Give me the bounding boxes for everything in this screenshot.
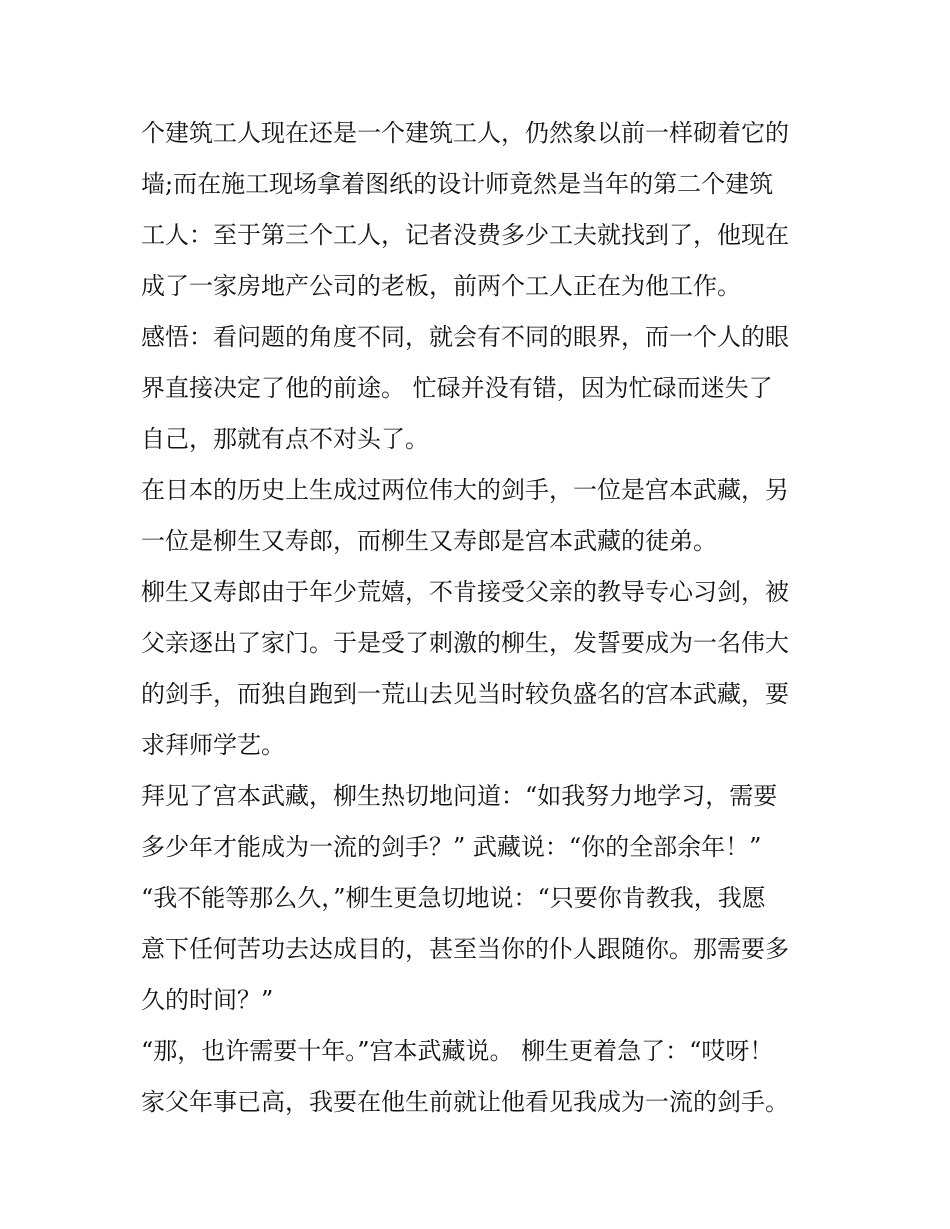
text-line: “我不能等那么久，”柳生更急切地说：“只要你肯教我，我愿 — [141, 884, 766, 912]
text-line: 在日本的历史上生成过两位伟大的剑手，一位是宫本武藏，另 — [141, 476, 789, 504]
document-page — [141, 108, 821, 1128]
text-line: 界直接决定了他的前途。 忙碌并没有错，因为忙碌而迷失了 — [141, 374, 773, 402]
text-line: “那，也许需要十年。”宫本武藏说。 柳生更着急了：“哎呀！ — [141, 1037, 774, 1065]
text-line: 父亲逐出了家门。于是受了刺激的柳生，发誓要成为一名伟大 — [141, 629, 789, 657]
text-line: 墙;而在施工现场拿着图纸的设计师竟然是当年的第二个建筑 — [141, 170, 774, 198]
text-line: 求拜师学艺。 — [141, 731, 285, 759]
text-line: 多少年才能成为一流的剑手？” 武藏说：“你的全部余年！” — [141, 833, 762, 861]
paragraph-2 — [141, 312, 821, 465]
text-line: 意下任何苦功去达成目的，甚至当你的仆人跟随你。那需要多 — [141, 935, 789, 963]
paragraph-5 — [141, 771, 821, 873]
text-line: 家父年事已高，我要在他生前就让他看见我成为一流的剑手。 — [141, 1088, 789, 1116]
text-line: 柳生又寿郎由于年少荒嬉，不肯接受父亲的教导专心习剑，被 — [141, 578, 789, 606]
paragraph-6 — [141, 873, 821, 1026]
paragraph-1 — [141, 108, 821, 312]
paragraph-3 — [141, 465, 821, 567]
text-line: 成了一家房地产公司的老板，前两个工人正在为他工作。 — [141, 272, 741, 300]
text-line: 拜见了宫本武藏，柳生热切地问道：“如我努力地学习，需要 — [141, 782, 778, 810]
text-line: 个建筑工人现在还是一个建筑工人，仍然象以前一样砌着它的 — [141, 119, 789, 147]
text-line: 自己，那就有点不对头了。 — [141, 425, 429, 453]
text-line: 工人：至于第三个工人，记者没费多少工夫就找到了，他现在 — [141, 221, 789, 249]
paragraph-4 — [141, 567, 821, 771]
paragraph-7 — [141, 1026, 821, 1128]
text-line: 一位是柳生又寿郎，而柳生又寿郎是宫本武藏的徒弟。 — [141, 527, 717, 555]
text-line: 久的时间？” — [141, 986, 274, 1014]
text-line: 感悟：看问题的角度不同，就会有不同的眼界，而一个人的眼 — [141, 323, 789, 351]
text-line: 的剑手，而独自跑到一荒山去见当时较负盛名的宫本武藏，要 — [141, 680, 789, 708]
